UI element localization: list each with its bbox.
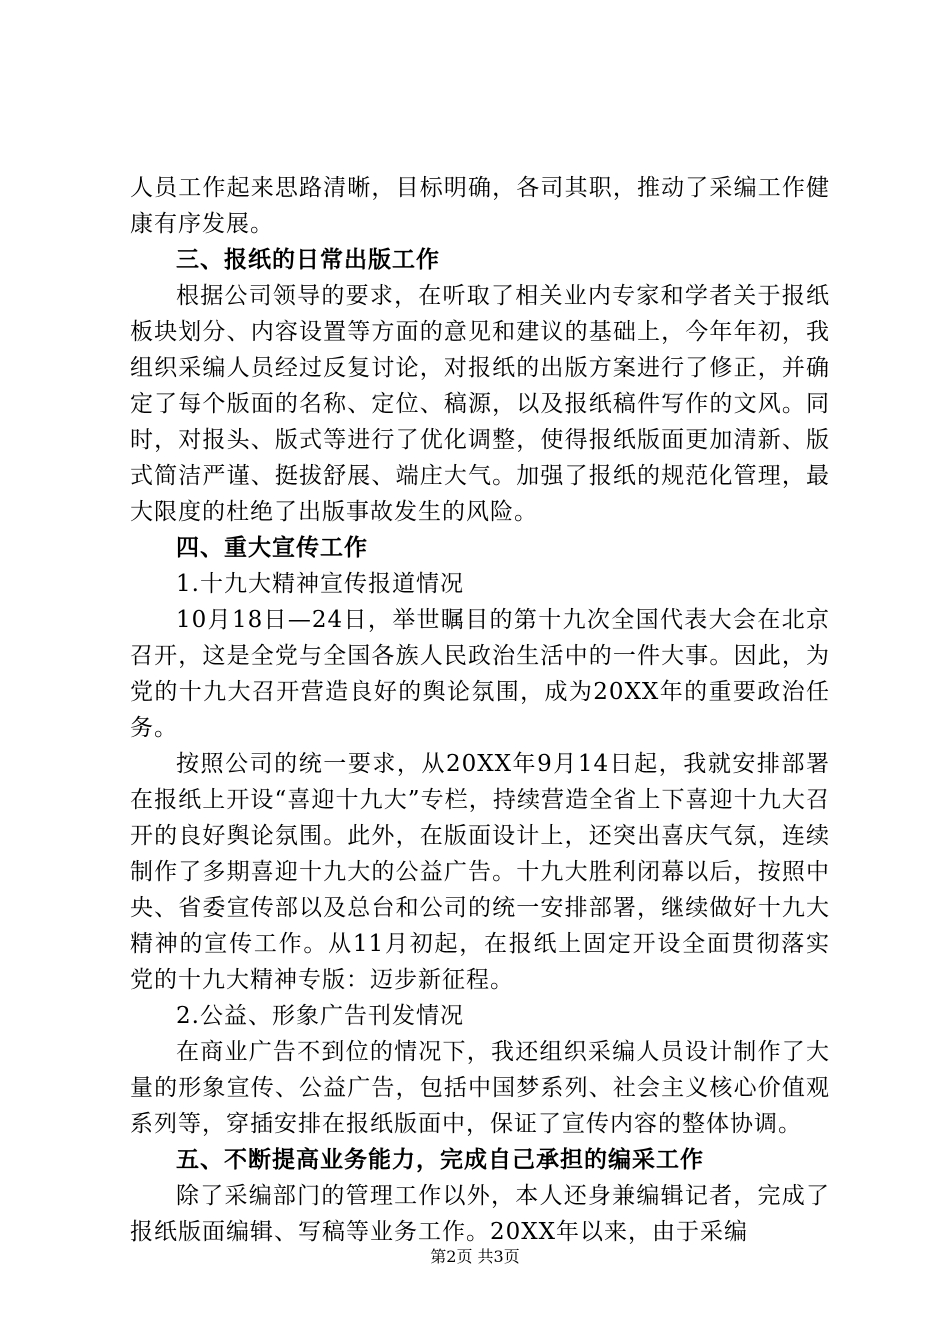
paragraph-6: 除了采编部门的管理工作以外，本人还身兼编辑记者，完成了报纸版面编辑、写稿等业务工作。20XX年以来，由于采编 bbox=[130, 1183, 830, 1245]
paragraph-1: 人员工作起来思路清晰，目标明确，各司其职，推动了采编工作健康有序发展。 bbox=[130, 175, 830, 237]
section-heading-3: 三、报纸的日常出版工作 bbox=[176, 247, 440, 273]
subheading-2: 2.公益、形象广告刊发情况 bbox=[176, 1003, 464, 1029]
paragraph-2: 根据公司领导的要求，在听取了相关业内专家和学者关于报纸板块划分、内容设置等方面的意见和建议的基础上，今年年初，我组织采编人员经过反复讨论，对报纸的出版方案进行了修正，并确定了每个版面的名称、定位、稿源，以及报纸稿件写作的文风。同时，对报头、版式等进行了优化调整，使得报纸版面更加清新、版式简洁严谨、挺拔舒展、端庄大气。加强了报纸的规范化管理，最大限度的杜绝了出版事故发生的风险。 bbox=[130, 283, 830, 525]
paragraph-3: 10月18日—24日，举世瞩目的第十九次全国代表大会在北京召开，这是全党与全国各族人民政治生活中的一件大事。因此，为党的十九大召开营造良好的舆论氛围，成为20XX年的重要政治任务。 bbox=[130, 607, 830, 741]
section-heading-5: 五、不断提高业务能力，完成自己承担的编采工作 bbox=[176, 1147, 704, 1173]
paragraph-5: 在商业广告不到位的情况下，我还组织采编人员设计制作了大量的形象宣传、公益广告，包括中国梦系列、社会主义核心价值观系列等，穿插安排在报纸版面中，保证了宣传内容的整体协调。 bbox=[130, 1039, 830, 1137]
page-footer: 第2页 共3页 bbox=[430, 1247, 520, 1266]
subheading-1: 1.十九大精神宣传报道情况 bbox=[176, 571, 464, 597]
section-heading-4: 四、重大宣传工作 bbox=[176, 535, 368, 561]
document-body bbox=[130, 170, 830, 1250]
paragraph-4: 按照公司的统一要求，从20XX年9月14日起，我就安排部署在报纸上开设“喜迎十九大”专栏，持续营造全省上下喜迎十九大召开的良好舆论氛围。此外，在版面设计上，还突出喜庆气氛，连续制作了多期喜迎十九大的公益广告。十九大胜利闭幕以后，按照中央、省委宣传部以及总台和公司的统一安排部署，继续做好十九大精神的宣传工作。从11月初起，在报纸上固定开设全面贯彻落实党的十九大精神专版：迈步新征程。 bbox=[130, 751, 830, 993]
